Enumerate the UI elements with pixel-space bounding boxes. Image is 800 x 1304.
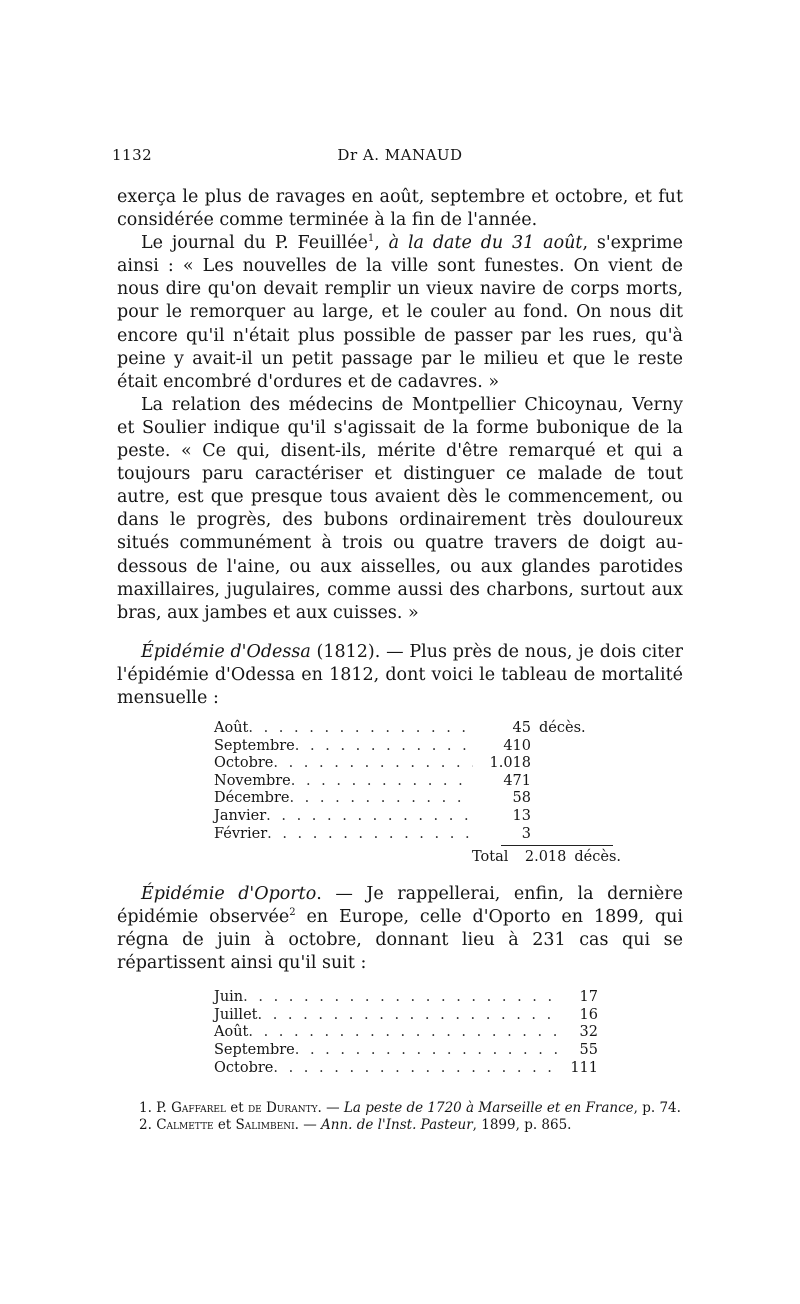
main-text: [117, 186, 683, 1077]
paragraph-oporto: [117, 883, 683, 975]
deaths-value: 45: [512, 720, 531, 737]
table-row: [214, 720, 599, 738]
oporto-text-a: . — Je rappellerai, enfin, la dernière épidémie observée: [117, 883, 683, 927]
total-row: [214, 849, 622, 867]
month-label: Janvier: [214, 808, 267, 825]
cases-value: 17: [579, 989, 598, 1006]
month-label: Septembre: [214, 737, 295, 754]
oporto-cases-table: [214, 989, 598, 1077]
paragraph-1: exerça le plus de ravages en août, septembre et octobre, et fut considérée comme terminée à la fin de l'année.: [117, 187, 683, 231]
footnote-author: Gaffarel: [171, 1100, 226, 1116]
section-title-oporto: Épidémie d'Oporto: [141, 883, 317, 904]
month-label: Août: [214, 1024, 249, 1041]
footnote-conj: et: [225, 1100, 248, 1116]
p2-text-b: ,: [374, 233, 389, 254]
deaths-value: 13: [512, 808, 531, 825]
month-label: Octobre: [214, 755, 274, 772]
table-row: [214, 826, 599, 844]
table-row: [214, 755, 599, 773]
p2-text-a: Le journal du P. Feuillée: [141, 233, 368, 254]
table-row: [214, 738, 599, 756]
total-unit: décès.: [574, 849, 622, 866]
p2-text-c: , s'exprime ainsi : « Les nouvelles de la ville sont funestes. On vient de nous dire qu'on devait remplir un vieux navire de corps morts, pour le remorquer au large, et le couler au fond. On nous dit encore qu'il n'était plus possible de passer par les rues, qu'à peine y avait-il un petit passage par le milieu et que le reste était encombré d'ordures et de cadavres. »: [117, 233, 683, 392]
table-row: [214, 808, 599, 826]
odessa-intro-text: (1812). — Plus près de nous, je dois citer l'épidémie d'Odessa en 1812, dont voici le tableau de mortalité mensuelle :: [117, 641, 683, 708]
footnote-author: Calmette: [156, 1117, 214, 1134]
footnote-sep: . —: [294, 1117, 322, 1134]
month-label: Septembre: [214, 1041, 295, 1058]
month-label: Juillet: [214, 1006, 258, 1023]
cases-value: 55: [579, 1041, 598, 1058]
paragraph-2: [117, 232, 683, 394]
deaths-value: 471: [503, 772, 531, 789]
page-number: 1132: [112, 146, 153, 164]
total-rule: [501, 845, 613, 846]
month-label: Novembre: [214, 772, 291, 789]
footnote-page: , 1899, p. 865.: [472, 1117, 572, 1134]
cases-value: 111: [570, 1059, 598, 1076]
deaths-value: 1.018: [489, 755, 531, 772]
footnote-number: 1. P.: [139, 1100, 167, 1116]
table-row: [214, 773, 599, 791]
footnote-2: [117, 1117, 683, 1134]
odessa-mortality-table: [214, 720, 599, 843]
paragraph-3: La relation des médecins de Montpellier Chicoynau, Verny et Soulier indique qu'il s'agissait de la forme bubonique de la peste. « Ce qui, disent-ils, mérite d'être remarqué et qui a toujours paru caractériser et distinguer ce malade de tout autre, est que presque tous avaient dès le commencement, ou dans le progrès, des bubons ordinairement très douloureux situés communément à trois ou quatre travers de doigt au-dessous de l'aine, ou aux aisselles, ou aux glandes parotides maxillaires, jugulaires, comme aussi des charbons, surtout aux bras, aux jambes et aux cuisses. »: [117, 394, 683, 623]
footnote-page: , p. 74.: [633, 1100, 681, 1116]
oporto-text-b: en Europe, celle d'Oporto en 1899, qui régna de juin à octobre, donnant lieu à 231 cas qui se répartissent ainsi qu'il suit :: [117, 906, 683, 974]
footnote-conj: et: [213, 1117, 236, 1134]
footnote-1: [117, 1100, 683, 1117]
deaths-value: 3: [521, 825, 531, 842]
deaths-value: 58: [512, 790, 531, 807]
table-row: [214, 1007, 598, 1025]
deaths-unit: décès.: [539, 720, 586, 737]
footnote-author: Salimbeni: [235, 1117, 295, 1134]
footnotes: [117, 1100, 683, 1135]
p2-italic-date: à la date du 31 août: [388, 233, 583, 254]
paragraph-odessa: [117, 641, 683, 710]
cases-value: 32: [579, 1024, 598, 1041]
footnote-ref-2: 2: [289, 907, 296, 919]
footnote-sep: . —: [317, 1100, 344, 1116]
table-row: [214, 1042, 598, 1060]
table-row: [214, 989, 598, 1007]
footnote-title: La peste de 1720 à Marseille et en France: [343, 1100, 634, 1116]
total-value: 2.018: [524, 849, 567, 866]
month-label: Février: [214, 825, 268, 842]
running-header: [112, 146, 688, 168]
total-label: Total: [472, 849, 509, 866]
section-title-odessa: Épidémie d'Odessa: [141, 641, 311, 662]
month-label: Décembre: [214, 790, 290, 807]
odessa-total: [214, 849, 622, 867]
running-title: Dr A. MANAUD: [337, 146, 463, 164]
month-label: Août: [214, 720, 249, 737]
footnote-ref-1: 1: [367, 233, 375, 245]
footnote-title: Ann. de l'Inst. Pasteur: [321, 1117, 473, 1134]
cases-value: 16: [579, 1006, 598, 1023]
footnote-author: de Duranty: [247, 1100, 318, 1116]
deaths-value: 410: [503, 737, 531, 754]
table-row: [214, 790, 599, 808]
month-label: Octobre: [214, 1059, 274, 1076]
table-row: [214, 1060, 598, 1078]
footnote-number: 2.: [139, 1117, 152, 1134]
month-label: Juin: [214, 989, 244, 1006]
table-row: [214, 1024, 598, 1042]
